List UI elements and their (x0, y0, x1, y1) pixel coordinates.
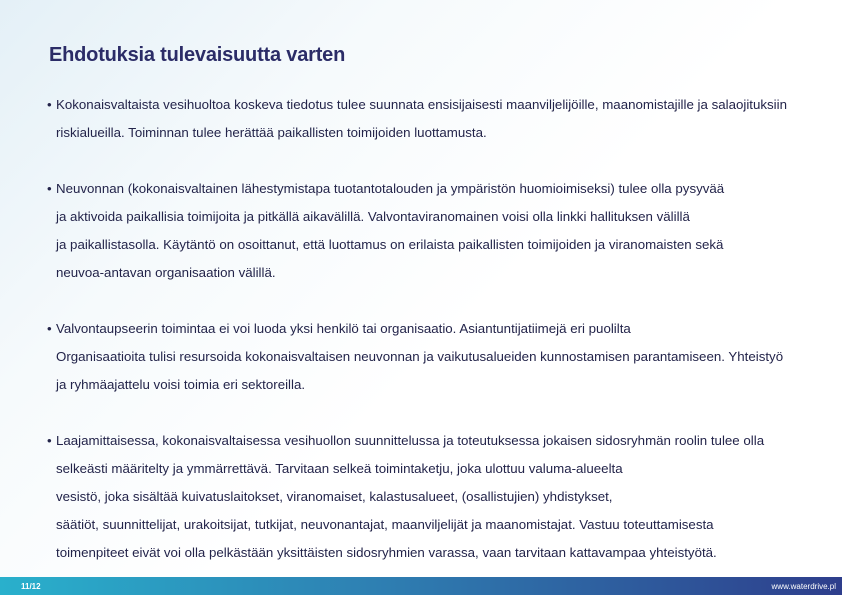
bullet-dot: • (47, 181, 52, 196)
bullet-item (47, 315, 839, 399)
bullet-dot: • (47, 97, 52, 112)
website-link[interactable]: www.waterdrive.pl (771, 582, 836, 591)
bullet-line: Organisaatioita tulisi resursoida kokonaisvaltaisen neuvonnan ja vaikutusalueiden kunnostamisen parantamiseen. Yhteistyö (56, 349, 784, 364)
bullet-line: Neuvonnan (kokonaisvaltainen lähestymistapa tuotantotalouden ja ympäristön huomioimiseksi) tulee olla pysyvää (56, 181, 725, 196)
page-number: 11/12 (21, 582, 41, 591)
bullet-line: ja ryhmäajattelu voisi toimia eri sektoreilla. (56, 377, 306, 392)
slide-title: Ehdotuksia tulevaisuutta varten (49, 44, 346, 66)
footer-bar (0, 577, 842, 595)
bullet-dot: • (47, 321, 52, 336)
bullet-line: Laajamittaisessa, kokonaisvaltaisessa vesihuollon suunnittelussa ja toteutuksessa jokaisen sidosryhmän roolin tulee olla (56, 433, 765, 448)
bullet-item (47, 427, 839, 567)
bullet-line: neuvoa-antavan organisaation välillä. (56, 265, 276, 280)
bullet-line: Valvontaupseerin toimintaa ei voi luoda yksi henkilö tai organisaatio. Asiantuntijatiimejä eri puolilta (56, 321, 631, 336)
bullet-line: selkeästi määritelty ja ymmärrettävä. Tarvitaan selkeä toimintaketju, joka ulottuu valuma-alueelta (56, 461, 623, 476)
bullet-line: vesistö, joka sisältää kuivatuslaitokset, viranomaiset, kalastusalueet, (osallistujien) yhdistykset, (56, 489, 613, 504)
bullet-dot: • (47, 433, 52, 448)
bullet-line: säätiöt, suunnittelijat, urakoitsijat, tutkijat, neuvonantajat, maanviljelijät ja maanomistajat. Vastuu toteuttamisesta (56, 517, 714, 532)
bullet-item (47, 175, 839, 287)
bullet-item (47, 91, 839, 147)
bullet-line: ja paikallistasolla. Käytäntö on osoittanut, että luottamus on erilaista paikallisten toimijoiden ja viranomaisten sekä (56, 237, 724, 252)
bullet-line: riskialueilla. Toiminnan tulee herättää paikallisten toimijoiden luottamusta. (56, 125, 487, 140)
bullet-line: ja aktivoida paikallisia toimijoita ja pitkällä aikavälillä. Valvontaviranomainen voisi olla linkki hallituksen välillä (56, 209, 690, 224)
bullet-list (47, 91, 839, 567)
bullet-line: toimenpiteet eivät voi olla pelkästään yksittäisten sidosryhmien varassa, vaan tarvitaan kattavampaa yhteistyötä. (56, 545, 717, 560)
bullet-line: Kokonaisvaltaista vesihuoltoa koskeva tiedotus tulee suunnata ensisijaisesti maanviljelijöille, maanomistajille ja salaojituksiin (56, 97, 787, 112)
